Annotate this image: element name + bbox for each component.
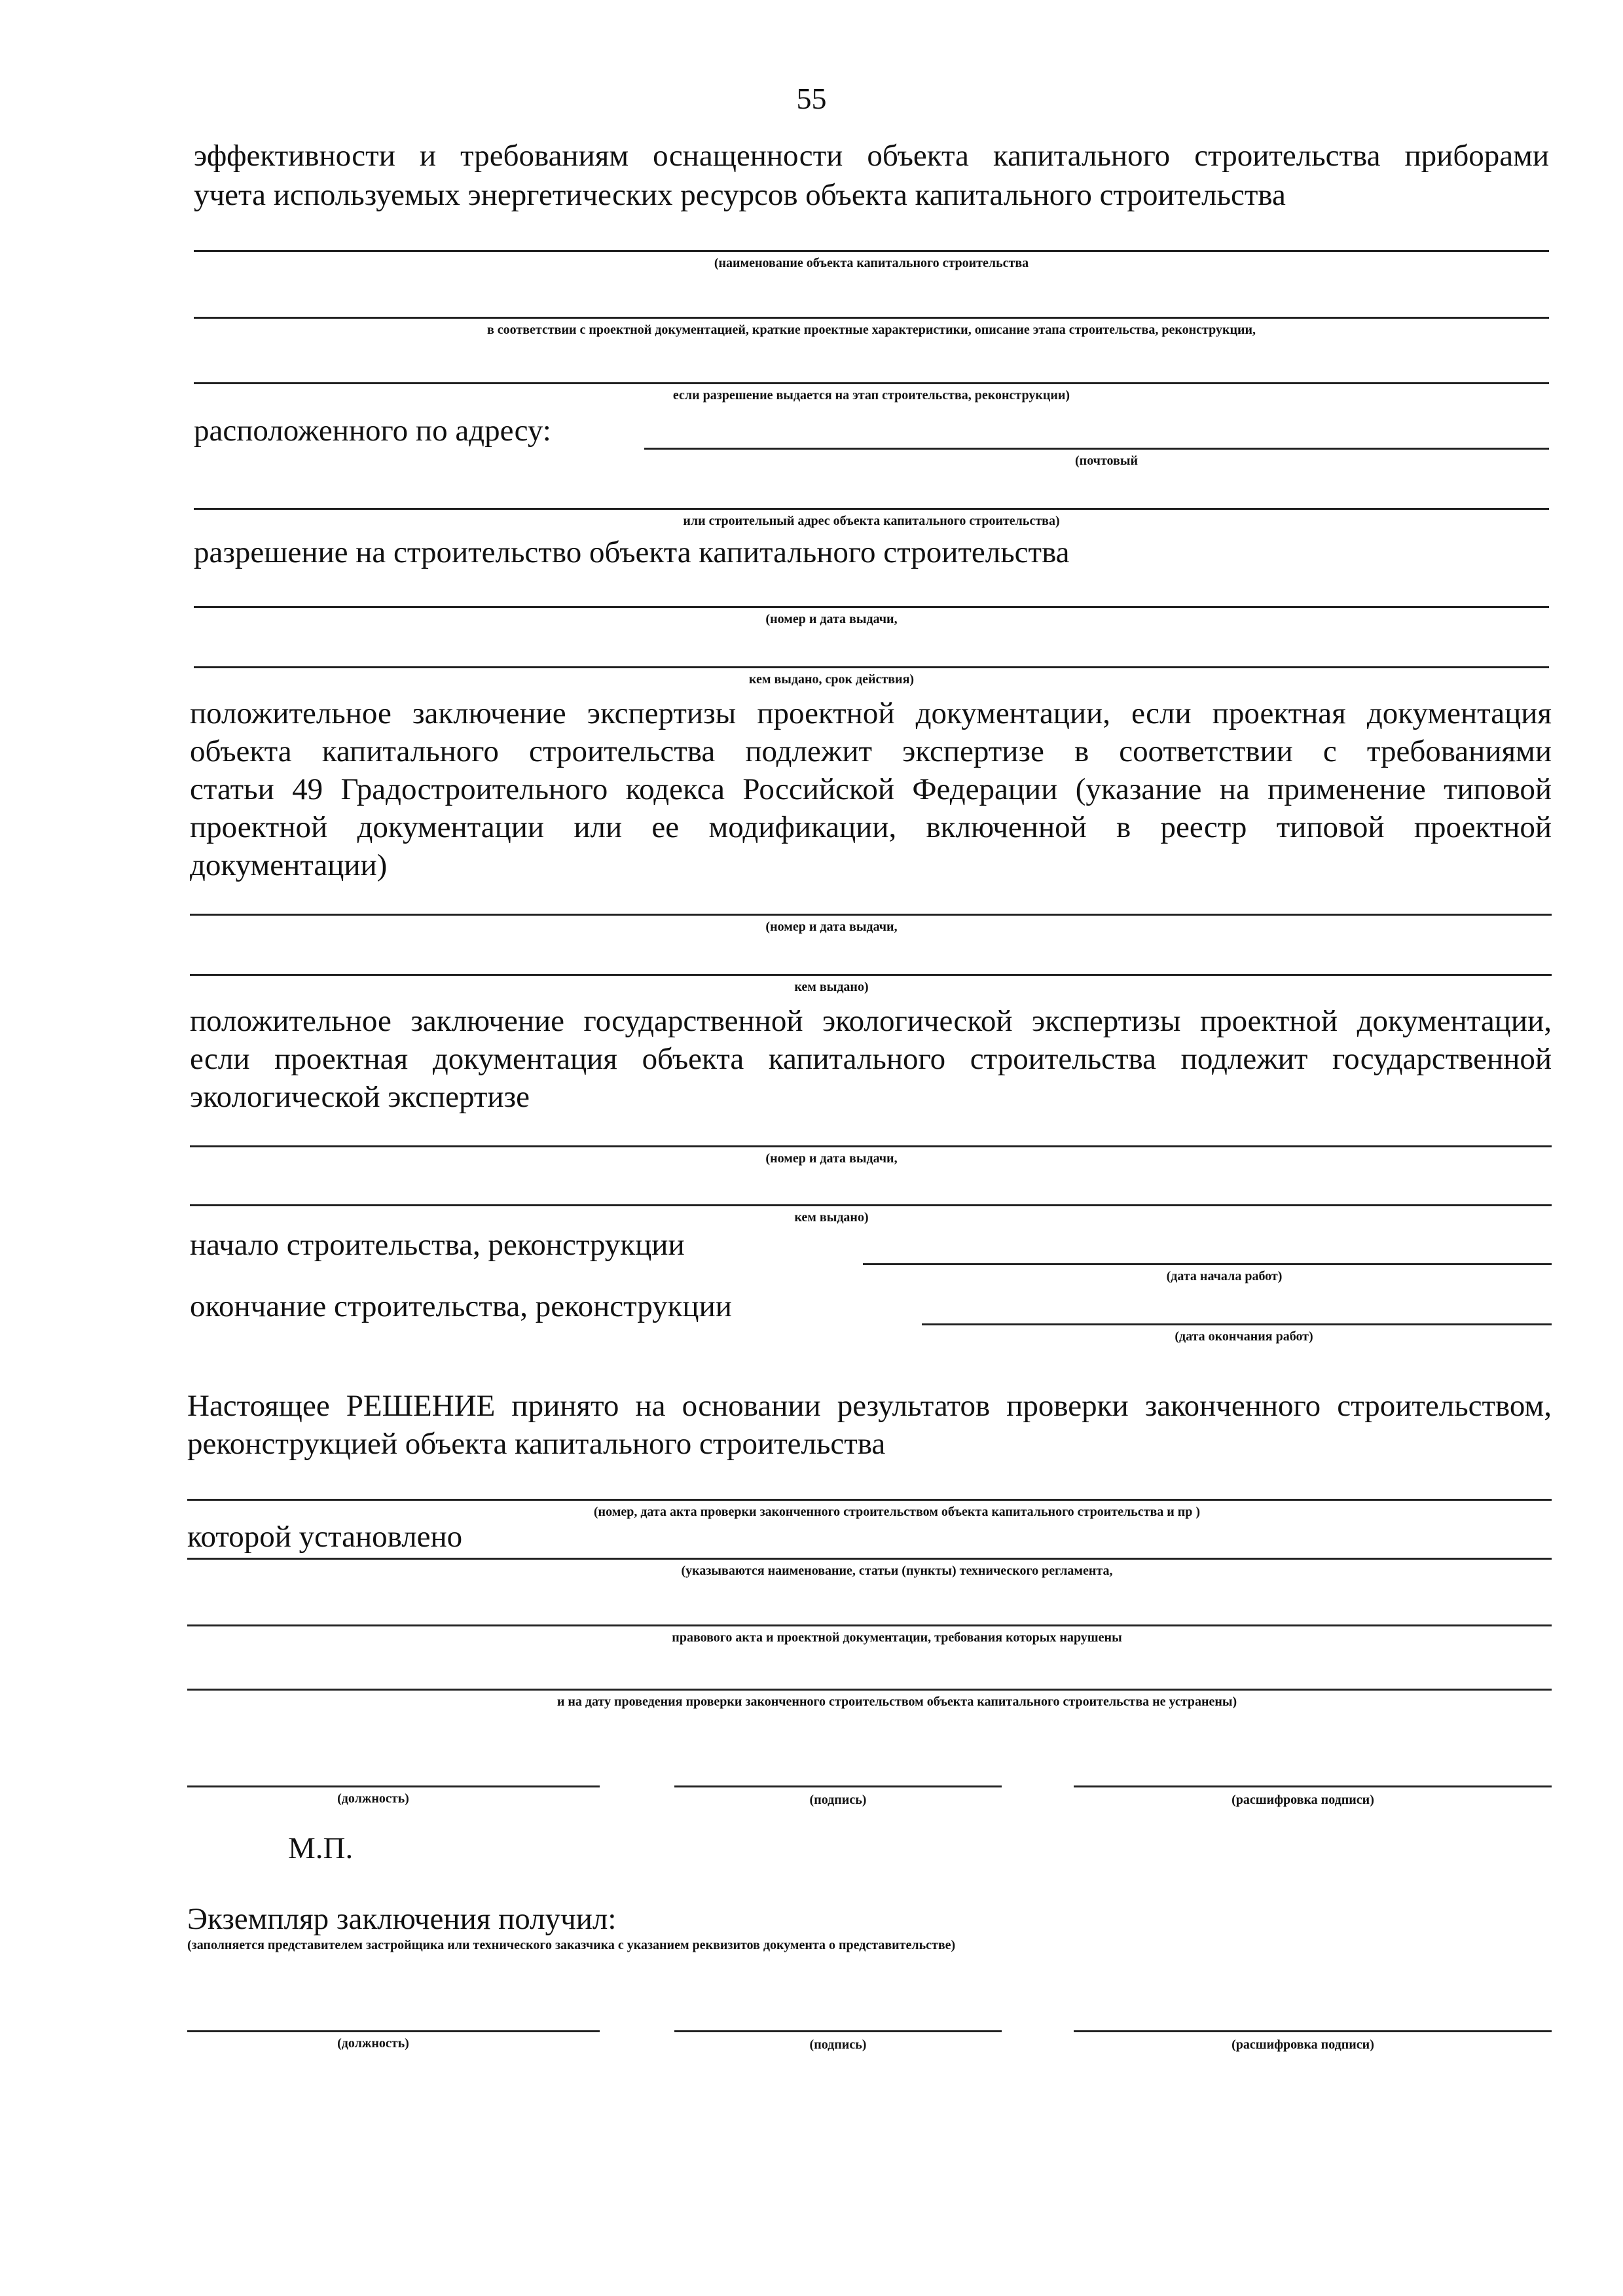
eco-number-caption: (номер и дата выдачи, bbox=[765, 1151, 898, 1166]
received-note: (заполняется представителем застройщика или технического заказчика с указанием реквизитов документа о представительстве) bbox=[187, 1938, 956, 1952]
address-postal-line bbox=[644, 448, 1549, 450]
expertise-line-4: проектной документации или ее модификации, включенной в реестр типовой проектной bbox=[190, 810, 1552, 844]
permit-issuer-caption: кем выдано, срок действия) bbox=[748, 672, 915, 687]
decision-requirements-caption: правового акта и проектной документации, требования которых нарушены bbox=[672, 1630, 1122, 1645]
intro-line-1: эффективности и требованиям оснащенности объекта капитального строительства приборами bbox=[194, 139, 1549, 173]
received-transcript-caption: (расшифровка подписи) bbox=[1231, 2037, 1374, 2052]
address-construction-caption: или строительный адрес объекта капитального строительства) bbox=[683, 514, 1060, 528]
decision-line-1: Настоящее РЕШЕНИЕ принято на основании результатов проверки законченного строительством, bbox=[187, 1389, 1552, 1423]
received-title: Экземпляр заключения получил: bbox=[187, 1902, 617, 1936]
decision-act-line bbox=[187, 1499, 1552, 1501]
eco-issuer-caption: кем выдано) bbox=[794, 1210, 869, 1225]
page-number: 55 bbox=[796, 82, 827, 115]
expertise-number-caption: (номер и дата выдачи, bbox=[765, 920, 898, 934]
object-stage-caption: если разрешение выдается на этап строительства, реконструкции) bbox=[672, 388, 1070, 403]
stamp-label: М.П. bbox=[288, 1831, 354, 1865]
eco-issuer-line bbox=[190, 1204, 1552, 1206]
eco-line-2: если проектная документация объекта капитального строительства подлежит государственной bbox=[190, 1042, 1552, 1076]
expertise-line-1: положительное заключение экспертизы проектной документации, если проектная документация bbox=[190, 696, 1552, 730]
decision-line-2: реконструкцией объекта капитального строительства bbox=[187, 1427, 886, 1461]
object-name-caption: (наименование объекта капитального строительства bbox=[714, 256, 1029, 270]
address-label: расположенного по адресу: bbox=[194, 414, 551, 448]
object-description-caption: в соответствии с проектной документацией, краткие проектные характеристики, описание этапа строительства, реконструкции, bbox=[486, 323, 1256, 337]
expertise-issuer-line bbox=[190, 974, 1552, 976]
expertise-line-2: объекта капитального строительства подлежит экспертизе в соответствии с требованиями bbox=[190, 734, 1552, 768]
signature1-transcript-caption: (расшифровка подписи) bbox=[1231, 1793, 1374, 1807]
signature1-signature-caption: (подпись) bbox=[809, 1793, 867, 1807]
signature1-transcript-line bbox=[1074, 1785, 1552, 1787]
eco-line-3: экологической экспертизе bbox=[190, 1080, 530, 1114]
signature1-position-caption: (должность) bbox=[337, 1791, 409, 1806]
start-date-caption: (дата начала работ) bbox=[1166, 1269, 1283, 1283]
received-position-caption: (должность) bbox=[337, 2036, 409, 2051]
decision-regulation-line bbox=[187, 1558, 1552, 1560]
expertise-number-line bbox=[190, 914, 1552, 916]
expertise-line-3: статьи 49 Градостроительного кодекса Российской Федерации (указание на применение типовой bbox=[190, 772, 1552, 806]
end-date-line bbox=[922, 1323, 1552, 1325]
decision-date-line bbox=[187, 1689, 1552, 1691]
address-postal-caption: (почтовый bbox=[1075, 454, 1138, 468]
received-signature-line bbox=[674, 2030, 1002, 2032]
decision-regulation-caption: (указываются наименование, статьи (пункты) технического регламента, bbox=[681, 1564, 1113, 1578]
received-signature-caption: (подпись) bbox=[809, 2037, 867, 2052]
end-date-caption: (дата окончания работ) bbox=[1175, 1329, 1313, 1344]
object-description-line bbox=[194, 317, 1549, 319]
decision-established-label: которой установлено bbox=[187, 1520, 463, 1554]
object-name-line bbox=[194, 250, 1549, 252]
expertise-line-5: документации) bbox=[190, 848, 388, 882]
received-transcript-line bbox=[1074, 2030, 1552, 2032]
permit-number-line bbox=[194, 606, 1549, 608]
permit-issuer-line bbox=[194, 666, 1549, 668]
address-construction-line bbox=[194, 508, 1549, 510]
start-date-label: начало строительства, реконструкции bbox=[190, 1228, 685, 1262]
start-date-line bbox=[863, 1263, 1552, 1265]
signature1-position-line bbox=[187, 1785, 600, 1787]
signature1-signature-line bbox=[674, 1785, 1002, 1787]
expertise-issuer-caption: кем выдано) bbox=[794, 980, 869, 994]
eco-number-line bbox=[190, 1145, 1552, 1147]
object-stage-line bbox=[194, 382, 1549, 384]
decision-date-caption: и на дату проведения проверки законченного строительством объекта капитального строительства не устранены) bbox=[556, 1695, 1237, 1709]
permit-label: разрешение на строительство объекта капитального строительства bbox=[194, 535, 1070, 569]
received-position-line bbox=[187, 2030, 600, 2032]
intro-line-2: учета используемых энергетических ресурсов объекта капитального строительства bbox=[194, 178, 1286, 212]
end-date-label: окончание строительства, реконструкции bbox=[190, 1289, 732, 1323]
eco-line-1: положительное заключение государственной экологической экспертизы проектной документации, bbox=[190, 1004, 1552, 1038]
permit-number-caption: (номер и дата выдачи, bbox=[765, 612, 898, 626]
decision-requirements-line bbox=[187, 1624, 1552, 1626]
decision-act-caption: (номер, дата акта проверки законченного строительством объекта капитального строительства и пр ) bbox=[593, 1505, 1201, 1519]
